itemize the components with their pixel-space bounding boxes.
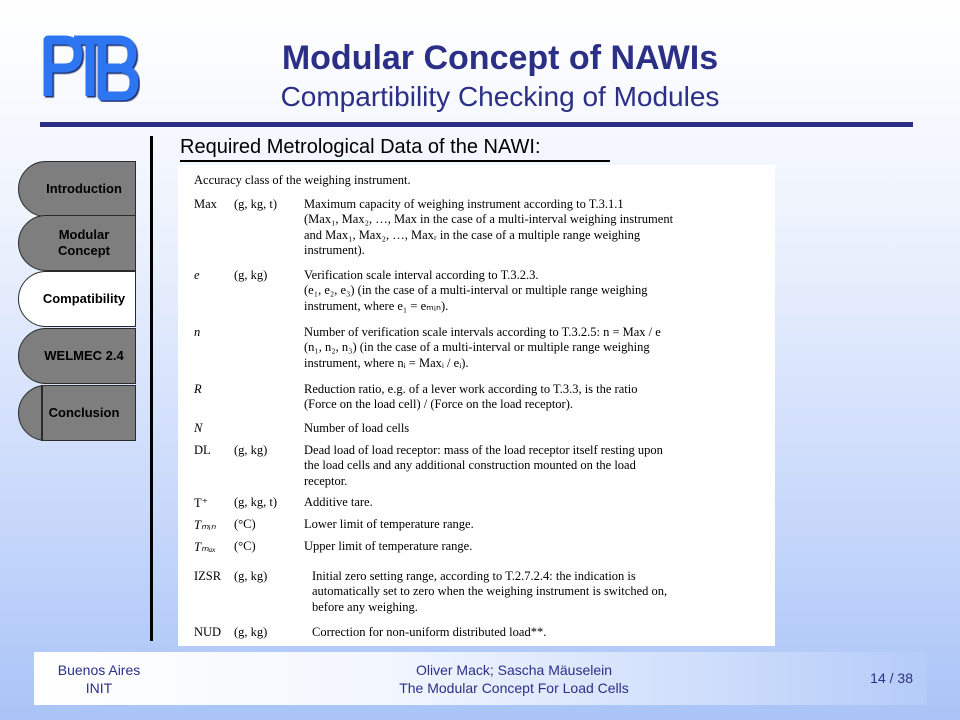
symbol-izsr: IZSR [194,569,222,583]
desc-nud: Correction for non-uniform distributed load**. [312,625,547,639]
slide-title: Modular Concept of NAWIs [281,39,719,77]
desc-tplus: Additive tare. [304,495,373,509]
symbol-r: R [194,382,202,396]
desc-n [304,325,754,371]
footer-authors [364,661,664,697]
symbol-e: e [194,268,200,282]
desc-tmax: Upper limit of temperature range. [304,539,473,553]
desc-line: Maximum capacity of weighing instrument according to T.3.1.1 [304,197,624,211]
nav-tab-introduction[interactable] [18,161,136,217]
desc-izsr [312,569,752,615]
desc-max [304,197,754,258]
unit-max: (g, kg, t) [234,197,278,211]
nav-tab-conclusion[interactable] [18,385,136,441]
desc-line: (e₁, e₂, e₃) (in the case of a multi-interval or multiple range weighing [304,283,648,298]
desc-line: Dead load of load receptor: mass of the load receptor itself resting upon [304,443,663,457]
desc-line: receptor. [304,473,348,488]
desc-line: automatically set to zero when the weighing instrument is switched on, [312,584,668,599]
accuracy-class-text: Accuracy class of the weighing instrument. [194,173,411,187]
desc-dl [304,443,754,489]
vertical-divider [150,136,153,641]
nav-tab-compatibility[interactable] [18,271,136,327]
nav-label: Modular Concept [58,227,110,258]
section-heading-underline [180,160,610,162]
symbol-max: Max [194,197,217,211]
symbol-nud: NUD [194,625,222,639]
desc-tmin: Lower limit of temperature range. [304,517,474,531]
unit-tplus: (g, kg, t) [234,495,278,509]
desc-line: Initial zero setting range, according to T.2.7.2.4: the indication is [312,569,636,583]
footer-talk-title: The Modular Concept For Load Cells [399,680,629,696]
section-heading: Required Metrological Data of the NAWI: [180,136,541,158]
nav-tab-welmec[interactable] [18,328,136,384]
title-divider [40,122,913,127]
desc-line: (Force on the load cell) / (Force on the load receptor). [304,397,573,412]
metrological-data-table [178,165,775,646]
desc-line: Number of verification scale intervals according to T.3.2.5: n = Max / e [304,325,661,339]
desc-line: (n₁, n₂, n₃) (in the case of a multi-interval or multiple range weighing [304,340,650,355]
desc-r [304,382,754,413]
symbol-n-cells: N [194,421,203,435]
desc-line: instrument, where nᵢ = Maxᵢ / eᵢ). [304,355,469,370]
page-number: 14 / 38 [870,670,913,686]
unit-tmin: (°C) [234,517,256,531]
nav-label: Introduction [46,181,122,196]
desc-line: instrument, where e₁ = eₘᵢₙ). [304,298,449,313]
desc-line: instrument). [304,242,365,257]
unit-e: (g, kg) [234,268,268,282]
unit-dl: (g, kg) [234,443,268,457]
footer-author-names: Oliver Mack; Sascha Mäuselein [415,662,613,678]
nav-label: Compatibility [42,291,126,306]
slide-subtitle: Compartibility Checking of Modules [280,81,720,112]
nav-tab-modular-concept[interactable] [18,215,136,271]
desc-line: before any weighing. [312,599,418,614]
nav-label: Conclusion [48,405,120,420]
slide-footer [34,652,927,705]
desc-line: Verification scale interval according to T.3.2.3. [304,268,539,282]
desc-line: the load cells and any additional construction mounted on the load [304,458,636,473]
symbol-n: n [194,325,201,339]
desc-n-cells: Number of load cells [304,421,410,435]
unit-izsr: (g, kg) [234,569,268,583]
slide-title-block [150,38,850,114]
desc-line: and Max₁, Max₂, …, Maxᵣ in the case of a multiple range weighing [304,227,641,242]
footer-location [34,661,164,697]
symbol-dl: DL [194,443,211,457]
footer-city: Buenos Aires [57,662,141,678]
unit-tmax: (°C) [234,539,256,553]
desc-e [304,268,754,314]
desc-line: Reduction ratio, e.g. of a lever work according to T.3.3, is the ratio [304,382,638,396]
nav-label: WELMEC 2.4 [44,348,124,363]
ptb-logo [40,34,140,102]
symbol-tmin: Tₘᵢₙ [194,518,216,532]
symbol-tplus: T⁺ [194,496,209,510]
symbol-tmax: Tₘₐₓ [194,540,216,554]
desc-line: (Max₁, Max₂, …, Max in the case of a multi-interval weighing instrument [304,212,674,227]
footer-org: INIT [85,680,113,696]
unit-nud: (g, kg) [234,625,268,639]
